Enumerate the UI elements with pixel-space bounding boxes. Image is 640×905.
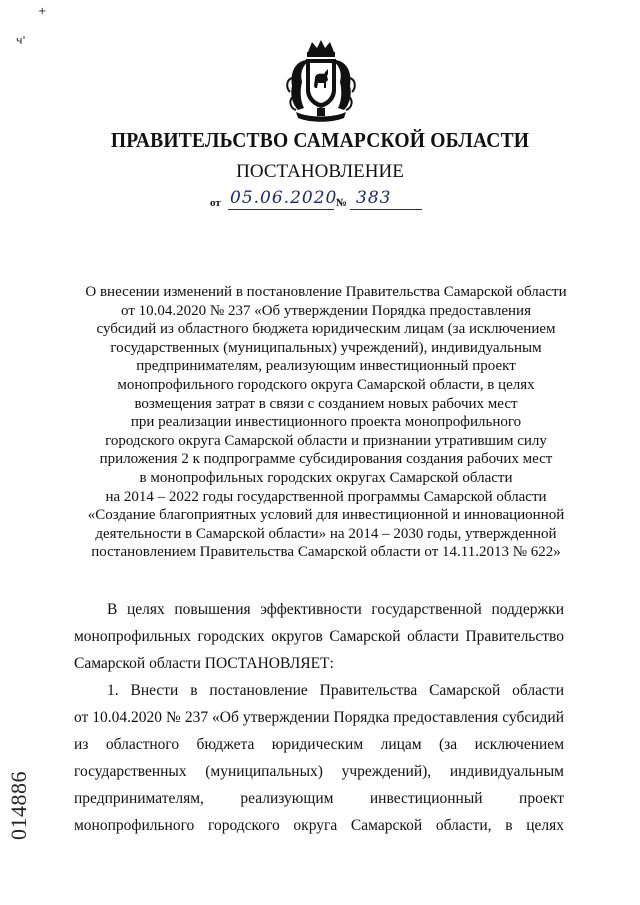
paragraph-line: 1. Внести в постановление Правительства Самарской области	[107, 682, 564, 699]
paragraph-line: государственных (муниципальных) учреждений), индивидуальным	[74, 763, 564, 780]
subject-line: в монопрофильных городских округах Самарской области	[139, 469, 513, 486]
subject-line: возмещения затрат в связи с созданием новых рабочих мест	[134, 395, 518, 412]
subject-line: на 2014 – 2022 годы государственной программы Самарской области	[105, 488, 547, 505]
paragraph-line: предпринимателям, реализующим инвестиционный проект	[74, 790, 564, 807]
paragraph-line: монопрофильного городского округа Самарской области, в целях	[74, 817, 564, 834]
paragraph-line: от 10.04.2020 № 237 «Об утверждении Порядка предоставления субсидий	[74, 709, 564, 726]
subject-line: от 10.04.2020 № 237 «Об утверждении Порядка предоставления	[121, 302, 531, 319]
margin-mark: ч'	[16, 34, 26, 47]
item-1-paragraph	[74, 677, 564, 839]
subject-line: субсидий из областного бюджета юридическим лицам (за исключением	[96, 321, 556, 338]
margin-mark: +	[38, 6, 47, 17]
subject-line: предпринимателям, реализующим инвестиционный проект	[136, 358, 516, 375]
document-type: ПОСТАНОВЛЕНИЕ	[236, 161, 404, 182]
date-number-line	[210, 190, 435, 212]
subject-line: постановлением Правительства Самарской области от 14.11.2013 № 622»	[91, 544, 561, 561]
paragraph-line: Самарской области ПОСТАНОВЛЯЕТ:	[74, 655, 334, 672]
subject-line: «Создание благоприятных условий для инвестиционной и инновационной	[87, 507, 565, 524]
subject-line: деятельности в Самарской области» на 2014 – 2030 годы, утвержденной	[95, 525, 557, 542]
government-title: ПРАВИТЕЛЬСТВО САМАРСКОЙ ОБЛАСТИ	[110, 128, 530, 152]
number-prefix: №	[336, 197, 348, 209]
subject-line: государственных (муниципальных) учреждений), индивидуальным	[110, 339, 542, 356]
subject-line: монопрофильного городского округа Самарской области, в целях	[117, 376, 535, 393]
paragraph-line: монопрофильных городских округов Самарской области Правительство	[74, 628, 564, 645]
side-serial-number: 014886	[6, 771, 31, 840]
date-prefix: от	[210, 197, 221, 209]
paragraph-line: из областного бюджета юридическим лицам (за исключением	[74, 736, 564, 753]
date-value: 05.06.2020	[230, 188, 338, 208]
subject-line: при реализации инвестиционного проекта монопрофильного	[130, 414, 522, 431]
subject-line: О внесении изменений в постановление Правительства Самарской области	[85, 284, 567, 300]
number-underline	[350, 209, 422, 210]
subject-line: приложения 2 к подпрограмме субсидирования создания рабочих мест	[99, 451, 553, 468]
preamble-paragraph	[74, 596, 564, 677]
number-value: 383	[356, 188, 392, 208]
samara-region-coat-of-arms-icon	[284, 38, 358, 124]
subject-line: городского округа Самарской области и признании утратившим силу	[105, 432, 547, 449]
subject-block	[66, 283, 586, 562]
paragraph-line: В целях повышения эффективности государственной поддержки	[107, 601, 564, 618]
date-underline	[228, 209, 334, 210]
